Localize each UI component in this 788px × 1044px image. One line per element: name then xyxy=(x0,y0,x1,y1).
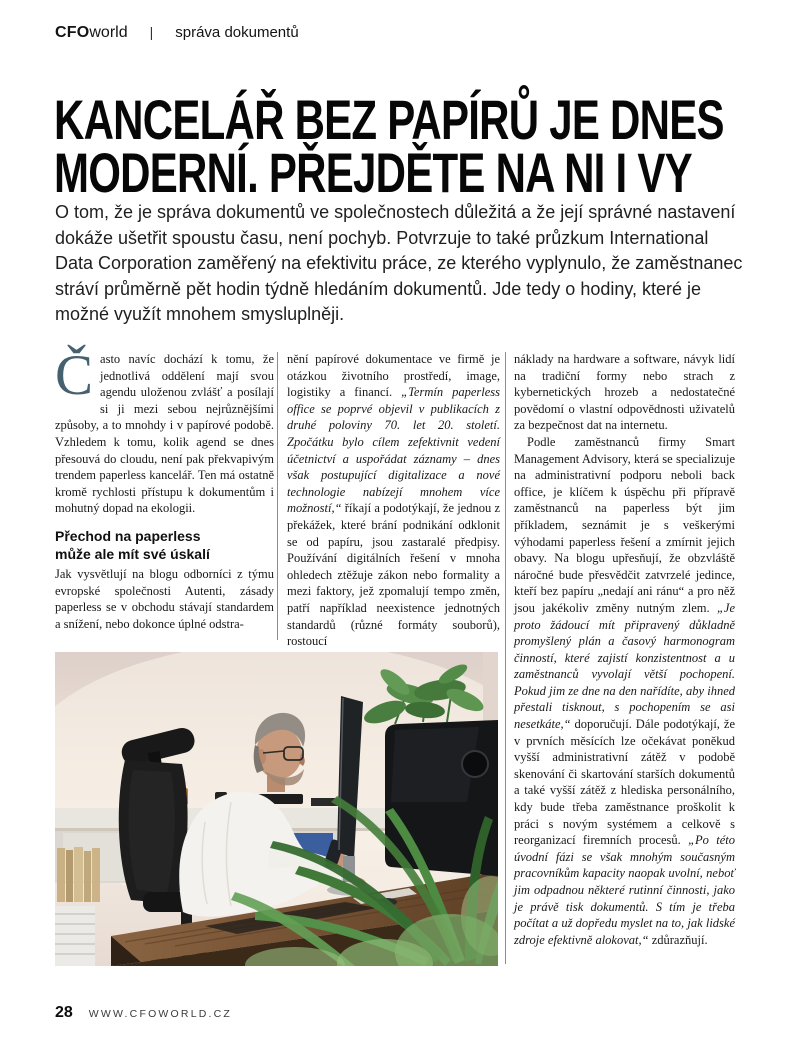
quote-text: „Je proto žádoucí mít připravený důkladně promyšlený plán a časový harmonogram činností, které zajistí konzistentnost a u zaměstnanců vyvolají větší pochopení. Pokud jim ze dne na den nařídíte, aby ihned přestali tisknout, s pochopením se asi nesetkáte,“ xyxy=(514,600,735,732)
paragraph: náklady na hardware a software, návyk lidí na tradiční formy nebo strach z kybernetických hrozeb a nedostatečné povědomí o vlastní odpovědnosti uživatelů za bezpečnost dat na internetu. xyxy=(514,352,735,433)
page-header xyxy=(55,24,299,42)
page-number: 28 xyxy=(55,1004,73,1021)
quote-text: „Termín paperless office se poprvé objevil v publikacích z druhé poloviny 70. let 20. století. Zpočátku bylo cílem zefektivnit vedení účetnictví a uspořádat záznamy – dnes však postupující digitalizace a nové technologie nabízejí mnohem více možností,“ xyxy=(287,385,500,516)
lead-paragraph: O tom, že je správa dokumentů ve společnostech důležitá a že její správné nastavení dokáže ušetřit spoustu času, není pochyb. Potvrzuje to také průzkum International Data Corporation zaměřený na efektivitu práce, ze kterého vyplynulo, že zaměstnanec stráví průměrně pět hodin týdně hledáním dokumentů. Jde tedy o hodiny, které je možné využít mnohem smysluplněji. xyxy=(55,202,743,324)
paragraph-text: zdůrazňují. xyxy=(648,932,708,947)
paragraph: Jak vysvětlují na blogu odborníci z týmu evropské společnosti Autenti, zásady paperless se v obchodu stávají standardem a snížení, nebo dokonce úplné odstra- xyxy=(55,566,274,631)
paragraph-text: Podle zaměstnanců firmy Smart Management Advisory, která se specializuje na administrativní podporu neboli back office, je klíčem k úspěchu při přípravě zaměstnanců na paperless být jim příkladem, seznámit je s veškerými výhodami paperless řešení a zmírnit jejich obavy. Na blogu upřesňují, že obzvláště náročné bude přesvědčit zatvrzelé jedince, kteří bez papíru „nedají ani ránu“ a pro něž jsou jakékoliv změny nutným zlem. xyxy=(514,434,735,615)
drop-cap: Č xyxy=(55,344,94,407)
column-1 xyxy=(55,344,274,632)
paragraph xyxy=(287,351,500,650)
subheading-line-1: Přechod na paperless xyxy=(55,527,201,544)
brand-bold: CFO xyxy=(55,24,90,41)
paragraph xyxy=(514,434,735,948)
paragraph-text: říkají a podotýkají, že jednou z překážek, které brání podnikání odklonit se od papíru, jsou zastaralé předpisy. Používání digitálních řešení v mnoha ohledech ztěžuje zákon nebo formality a mezi faktory, jež zpomalují tempo změn, patří například neexistence jednotných standardů (různé formáty souborů), rostoucí xyxy=(287,501,500,649)
paragraph-text: doporučují. Dále podotýkají, že v prvních měsících lze očekávat poněkud vyšší administrativní zátěž v podobě skenování či skartování starších dokumentů a také vyšší zátěž z hlediska personálního, kdy bude třeba zaměstnance proškolit k práci s novým systémem a celkově s reorganizací firemních procesů. xyxy=(514,717,735,848)
paragraph-text: nění papírové dokumentace ve firmě je otázkou životního prostředí, image, logistiky a financí. xyxy=(287,352,500,400)
article-photo xyxy=(55,652,498,966)
page-footer xyxy=(55,1004,232,1022)
headline-line-2: MODERNÍ. PŘEJDĚTE NA NI I VY xyxy=(54,141,692,204)
column-2 xyxy=(287,351,500,650)
subheading-line-2: může ale mít své úskalí xyxy=(55,545,210,562)
brand-logo xyxy=(55,24,128,42)
header-separator: | xyxy=(149,24,154,40)
column-divider-2 xyxy=(505,352,506,964)
brand-rest: world xyxy=(89,24,128,41)
paragraph-text: asto navíc dochází k tomu, že jednotlivá oddělení mají svou agendu uloženou zvlášť a posílají si ji mezi sebou nejrůznějšími způsoby, a to mnohdy i v papírové podobě. Vzhledem k tomu, kolik agend se dnes přesouvá do cloudu, není pak překvapivým trendem paperless kancelář. Ten má ostatně kromě rychlosti přístupu k dokumentům i mohutný dopad na ekologii. xyxy=(55,352,274,516)
website-url: WWW.CFOWORLD.CZ xyxy=(88,1008,233,1020)
section-label: správa dokumentů xyxy=(175,24,299,41)
headline-line-1: KANCELÁŘ BEZ PAPÍRŮ JE DNES xyxy=(54,88,724,151)
subheading xyxy=(55,527,274,563)
quote-text: „Po této úvodní fázi se však mnohým současným pracovníkům kapacity naopak uvolní, neboť jim odpadnou některé rutinní činnosti, jako je právě tisk dokumentů. S tím je třeba počítat a už dopředu myslet na to, jak lidské zdroje efektivně alokovat,“ xyxy=(514,833,735,947)
opening-paragraph xyxy=(55,344,274,517)
column-divider-1 xyxy=(277,352,278,640)
column-3 xyxy=(514,351,735,948)
